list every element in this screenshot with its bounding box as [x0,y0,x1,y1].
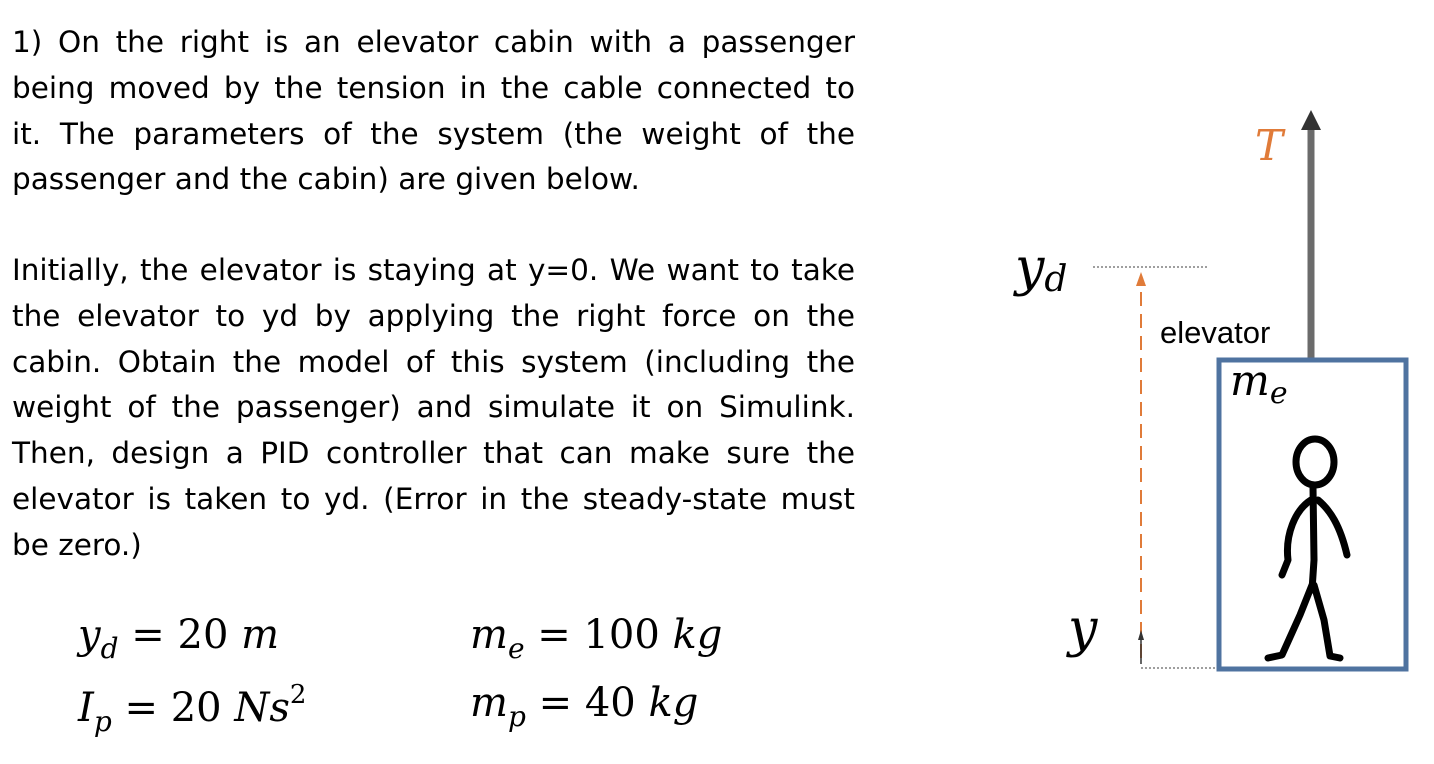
eq-symbol: y [78,612,101,658]
passenger-head [1296,439,1334,485]
tension-arrow-head [1301,110,1321,130]
problem-line: be zero.) [12,527,142,562]
problem-line: Then, design a PID controller that can make sure the [12,436,855,471]
problem-line: 1) On the right is an elevator cabin with a passenger [12,25,855,59]
eq-symbol: m [470,612,508,658]
problem-line: Initially, the elevator is staying at y=0. We want to take [12,253,855,287]
problem-line: the elevator to yd by applying the right force on the [12,298,855,333]
cabin-mass-label [1230,356,1288,411]
eq-unit: kg [672,612,723,658]
eq-value: 20 [170,685,222,731]
yd-subscript: d [1044,259,1068,300]
passenger-right-leg [1314,585,1340,658]
eq-sign: = [131,612,165,658]
eq-value: 100 [583,612,660,658]
eq-value: 20 [177,612,229,658]
problem-line: it. The parameters of the system (the weight of the [12,116,855,151]
eq-unit: m [241,612,280,658]
problem-line: passenger and the cabin) are given below. [12,162,640,197]
eq-unit: kg [648,680,699,726]
cabin-mass-symbol: m [1230,356,1270,405]
passenger-right-arm [1318,500,1347,555]
passenger-left-arm [1282,500,1311,575]
eq-value: 40 [584,680,636,726]
yd-label [1013,238,1067,300]
y-label: y [1068,599,1098,659]
cabin-mass-subscript: e [1269,376,1288,411]
yd-symbol: y [1015,238,1045,298]
passenger-figure [1268,439,1347,658]
eq-subscript: e [507,632,525,665]
eq-sign: = [538,680,573,726]
eq-sign: = [537,612,571,658]
eq-symbol: m [470,680,508,726]
problem-line: cabin. Obtain the model of this system (including the [12,344,855,379]
problem-line: elevator is taken to yd. (Error in the steady-state must [12,481,855,516]
displacement-arrow-head [1136,272,1146,286]
eq-sign: = [124,685,158,731]
eq-superscript: 2 [289,680,307,710]
problem-line: being moved by the tension in the cable connected to [12,70,855,105]
eq-subscript: d [100,632,119,665]
eq-unit: Ns [234,685,290,731]
problem-line: weight of the passenger) and simulate it on Simulink. [12,390,855,425]
eq-symbol: I [78,685,94,731]
eq-subscript: p [507,700,526,733]
passenger-left-leg [1268,585,1312,658]
y-arrow-head [1138,630,1144,640]
elevator-label: elevator [1160,315,1271,350]
tension-label: T [1255,121,1284,170]
eq-subscript: p [93,705,112,738]
